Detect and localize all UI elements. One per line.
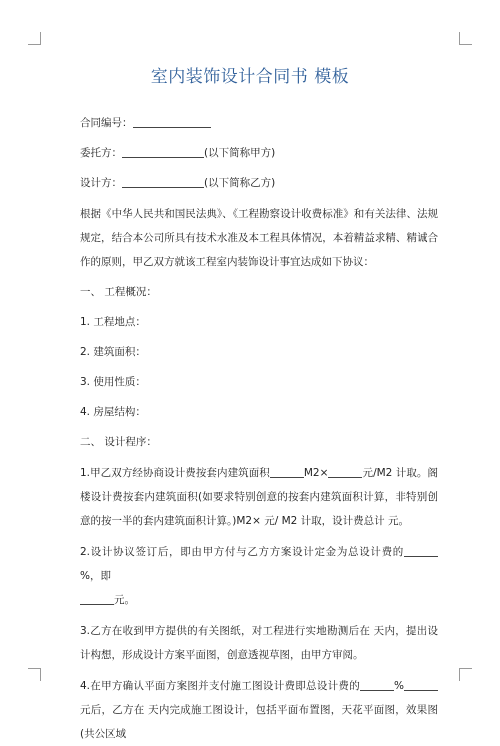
crop-mark-bottom-left — [28, 668, 41, 681]
client-suffix: (以下简称甲方) — [204, 147, 276, 159]
contract-number-blank[interactable] — [133, 115, 211, 128]
crop-mark-top-left — [28, 32, 41, 45]
section-heading-1: 一、 工程概况： — [80, 286, 157, 298]
item-location: 1. 工程地点： — [80, 316, 146, 328]
client-label: 委托方： — [80, 147, 122, 159]
item-area: 2. 建筑面积： — [80, 346, 146, 358]
crop-mark-top-right — [459, 32, 472, 45]
client-line — [80, 142, 438, 165]
designer-line — [80, 172, 438, 195]
designer-suffix: (以下简称乙方) — [204, 177, 276, 189]
clause-4: 4.在甲方确认平面方案图并支付施工图设计费即总设计费的 %元后，乙方在 天内完成施工图设计，包括平面布置图，天花平面图，效果图(共公区域 — [80, 680, 438, 740]
designer-blank[interactable] — [122, 175, 204, 188]
contract-number-line — [80, 112, 438, 135]
contract-number-label: 合同编号： — [80, 117, 133, 129]
construction-amount-blank[interactable] — [404, 678, 438, 691]
construction-percent-blank[interactable] — [360, 678, 394, 691]
document-title: 室内装饰设计合同书 模板 — [150, 67, 350, 87]
area-blank[interactable] — [270, 465, 304, 478]
clause-3: 3.乙方在收到甲方提供的有关图纸，对工程进行实地勘测后在 天内，提出设计构想，形成设计方案平面图，创意透视草图，由甲方审阅。 — [80, 625, 438, 661]
client-blank[interactable] — [122, 145, 204, 158]
item-usage: 3. 使用性质： — [80, 376, 146, 388]
clause-1: 1.甲乙双方经协商设计费按套内建筑面积 M2× 元/M2 计取。阁楼设计费按套内建筑面积(如要求特别创意的按套内建筑面积计算，非特别创意的按一半的套内建筑面积计算。)M2× 元/ M2 计取，设计费总计 元。 — [80, 467, 438, 527]
section-heading-2: 二、 设计程序： — [80, 436, 157, 448]
deposit-percent-blank[interactable] — [404, 544, 438, 557]
clause-2: 2.设计协议签订后，即由甲方付与乙方方案设计定金为总设计费的%，即 元。 — [80, 540, 438, 612]
item-structure: 4. 房屋结构： — [80, 406, 146, 418]
rate-blank[interactable] — [328, 465, 362, 478]
deposit-amount-blank[interactable] — [80, 592, 114, 605]
crop-mark-bottom-right — [459, 668, 472, 681]
document-body — [80, 112, 438, 746]
designer-label: 设计方： — [80, 177, 122, 189]
intro-paragraph: 根据《中华人民共和国民法典》、《工程勘察设计收费标准》和有关法律、法规规定，结合本公司所具有技术水准及本工程具体情况，本着精益求精、精诚合作的原则，甲乙双方就该工程室内装饰设计事宜达成如下协议： — [80, 208, 438, 268]
